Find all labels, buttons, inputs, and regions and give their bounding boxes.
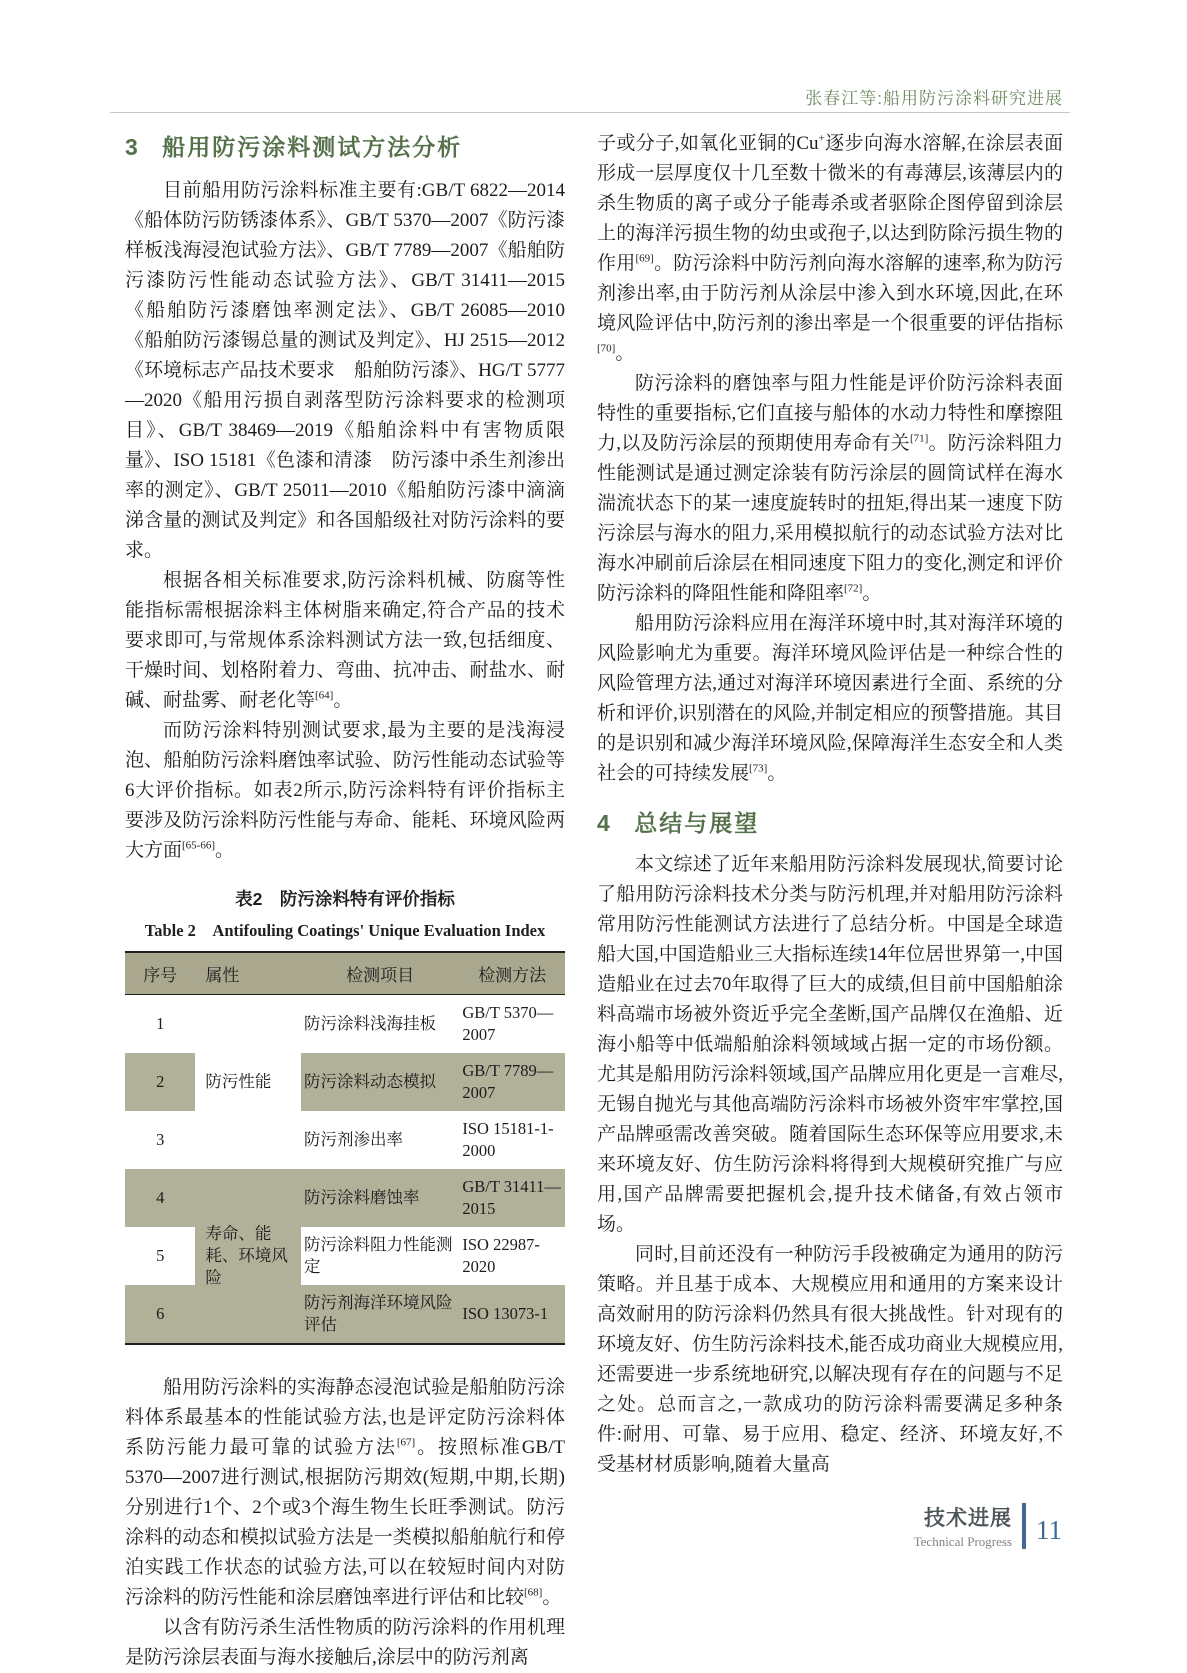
- header-divider: [110, 112, 1070, 113]
- paragraph-special-tests: 而防污涂料特别测试要求,最为主要的是浅海浸泡、船舶防污涂料磨蚀率试验、防污性能动态试验等6大评价指标。如表2所示,防污涂料特有评价指标主要涉及防污涂料防污性能与寿命、能耗、环境风险两大方面[65-66]。: [125, 720, 565, 861]
- paragraph-general-requirements: 根据各相关标准要求,防污涂料机械、防腐等性能指标需根据涂料主体树脂来确定,符合产品的技术要求即可,与常规体系涂料测试方法一致,包括细度、干燥时间、划格附着力、弯曲、抗冲击、耐盐水、耐碱、耐盐雾、耐老化等[64]。: [125, 570, 565, 711]
- section-title: 船用防污涂料测试方法分析: [162, 134, 463, 160]
- col-header-attribute: 属性: [195, 952, 301, 995]
- paragraph-biocide-mechanism: 以含有防污杀生活性物质的防污涂料的作用机理是防污涂层表面与海水接触后,涂层中的防污剂离: [125, 1617, 565, 1668]
- cell-item: 防污涂料磨蚀率: [301, 1169, 459, 1227]
- page-footer: [914, 1502, 1062, 1550]
- cell-method: ISO 15181-1-2000: [462, 1119, 554, 1160]
- cell-item: 防污涂料动态模拟: [301, 1053, 459, 1111]
- paragraph-polishing-drag: 防污涂料的磨蚀率与阻力性能是评价防污涂料表面特性的重要指标,它们直接与船体的水动力特性和摩擦阻力,以及防污涂层的预期使用寿命有关[71]。防污涂料阻力性能测试是通过测定涂装有防污涂层的圆筒试样在海水湍流状态下的某一速度旋转时的扭矩,得出某一速度下防污涂层与海水的阻力,采用模拟航行的动态试验方法对比海水冲刷前后涂层在相同速度下阻力的变化,测定和评价防污涂料的降阻性能和降阻率[72]。: [597, 373, 1063, 604]
- paragraph-environment-risk: 船用防污涂料应用在海洋环境中时,其对海洋环境的风险影响尤为重要。海洋环境风险评估是一种综合性的风险管理方法,通过对海洋环境因素进行全面、系统的分析和评价,识别潜在的风险,并制定相应的预警措施。其目的是识别和减少海洋环境风险,保障海洋生态安全和人类社会的可持续发展[73]。: [597, 613, 1063, 784]
- cell-attribute-group-2: 寿命、能耗、环境风险: [195, 1169, 301, 1344]
- section-number: 4: [597, 810, 610, 836]
- table-row: [125, 1053, 565, 1111]
- paragraph-outlook: 同时,目前还没有一种防污手段被确定为通用的防污策略。并且基于成本、大规模应用和通用的方案来设计高效耐用的防污涂料仍然具有很大挑战性。针对现有的环境友好、仿生防污涂料技术,能否成功商业大规模应用,还需要进一步系统地研究,以解决现有存在的问题与不足之处。总而言之,一款成功的防污涂料需要满足多种条件:耐用、可靠、易于应用、稳定、经济、环境友好,不受基材材质影响,随着大量高: [597, 1244, 1063, 1475]
- table-caption-cn: 表2 防污涂料特有评价指标: [235, 889, 455, 909]
- cell-item: 防污涂料浅海挂板: [303, 1014, 436, 1033]
- paragraph-summary: 本文综述了近年来船用防污涂料发展现状,简要讨论了船用防污涂料技术分类与防污机理,并对船用防污涂料常用防污性能测试方法进行了总结分析。中国是全球造船大国,中国造船业三大指标连续14年位居世界第一,中国造船业在过去70年取得了巨大的成绩,但目前中国船舶涂料高端市场被外资近乎完全垄断,国产品牌仅在渔船、近海小船等中低端船舶涂料领域域占据一定的市场份额。尤其是船用防污涂料领域,国产品牌应用化更是一言难尽,无锡自抛光与其他高端防污涂料市场被外资牢牢掌控,国产品牌亟需改善突破。随着国际生态环保等应用要求,未来环境友好、仿生防污涂料将得到大规模研究推广与应用,国产品牌需要把握机会,提升技术储备,有效占领市场。: [597, 854, 1063, 1235]
- cell-item: 防污剂渗出率: [303, 1130, 403, 1149]
- right-column: [597, 129, 1063, 1673]
- table-header-row: [125, 952, 565, 995]
- col-header-no: 序号: [125, 952, 195, 995]
- cell-no: 5: [156, 1246, 165, 1265]
- cell-no: 2: [125, 1053, 195, 1111]
- section-4-heading: [597, 805, 1063, 838]
- cell-item: 防污涂料阻力性能测定: [303, 1235, 453, 1276]
- paragraph-immersion-test: 船用防污涂料的实海静态浸泡试验是船舶防污涂料体系最基本的性能试验方法,也是评定防污涂料体系防污能力最可靠的试验方法[67]。按照标准GB/T 5370—2007进行测试,根据防污期效(短期,中期,长期)分别进行1个、2个或3个海生物生长旺季测试。防污涂料的动态和模拟试验方法是一类模拟船舶航行和停泊实践工作状态的试验方法,可以在较短时间内对防污涂料的防污性能和涂层磨蚀率进行评估和比较[68]。: [125, 1377, 565, 1608]
- footer-section-labels: [914, 1502, 1012, 1550]
- table-row: [125, 1169, 565, 1227]
- footer-section-label-cn: 技术进展: [924, 1507, 1012, 1530]
- cell-no: 6: [125, 1285, 195, 1344]
- paragraph-leaching-continuation: 子或分子,如氧化亚铜的Cu+逐步向海水溶解,在涂层表面形成一层厚度仅十几至数十微米的有毒薄层,该薄层内的杀生物质的离子或分子能毒杀或者驱除企图停留到涂层上的海洋污损生物的幼虫或孢子,以达到防除污损生物的作用[69]。防污涂料中防污剂向海水溶解的速率,称为防污剂渗出率,由于防污剂从涂层中渗入到水环境,因此,在环境风险评估中,防污剂的渗出率是一个很重要的评估指标[70]。: [597, 132, 1063, 364]
- cell-method: GB/T 5370—2007: [462, 1003, 554, 1044]
- section-title: 总结与展望: [634, 810, 760, 836]
- content-columns: [125, 129, 1063, 1673]
- left-column: [125, 129, 565, 1673]
- table-row: [125, 1285, 565, 1344]
- cell-method: ISO 13073-1: [459, 1285, 565, 1344]
- table-row: [125, 1227, 565, 1285]
- cell-no: 4: [125, 1169, 195, 1227]
- cell-item: 防污剂海洋环境风险评估: [301, 1285, 459, 1344]
- footer-divider-bar: [1022, 1503, 1026, 1549]
- table-row: [125, 1111, 565, 1169]
- cell-no: 3: [156, 1130, 165, 1149]
- evaluation-index-table: [125, 951, 565, 1345]
- cell-method: GB/T 7789—2007: [459, 1053, 565, 1111]
- section-3-heading: [125, 129, 565, 162]
- col-header-item: 检测项目: [301, 952, 459, 995]
- running-head: 张春江等:船用防污涂料研究进展: [805, 89, 1063, 108]
- section-number: 3: [125, 134, 138, 160]
- footer-section-label-en: Technical Progress: [913, 1534, 1012, 1549]
- page-number: 11: [1036, 1514, 1062, 1545]
- paragraph-standards-list: 目前船用防污涂料标准主要有:GB/T 6822—2014《船体防污防锈漆体系》、GB/T 5370—2007《防污漆样板浅海浸泡试验方法》、GB/T 7789—2007《船舶防污漆防污性能动态试验方法》、GB/T 31411—2015《船舶防污漆磨蚀率测定法》、GB/T 26085—2010《船舶防污漆锡总量的测试及判定》、HJ 2515—2012《环境标志产品技术要求 船舶防污漆》、HG/T 5777—2020《船用污损自剥落型防污涂料要求的检测项目》、GB/T 38469—2019《船舶涂料中有害物质限量》、ISO 15181《色漆和清漆 防污漆中杀生剂渗出率的测定》、GB/T 25011—2010《船舶防污漆中滴滴涕含量的测试及判定》和各国船级社对防污涂料的要求。: [125, 180, 565, 561]
- cell-no: 1: [156, 1014, 165, 1033]
- table-row: [125, 995, 565, 1054]
- table-caption-en: Table 2 Antifouling Coatings' Unique Evaluation Index: [144, 921, 546, 940]
- cell-attribute-group-1: 防污性能: [205, 1072, 272, 1091]
- cell-method: GB/T 31411—2015: [459, 1169, 565, 1227]
- col-header-method: 检测方法: [459, 952, 565, 995]
- cell-method: ISO 22987-2020: [462, 1235, 540, 1276]
